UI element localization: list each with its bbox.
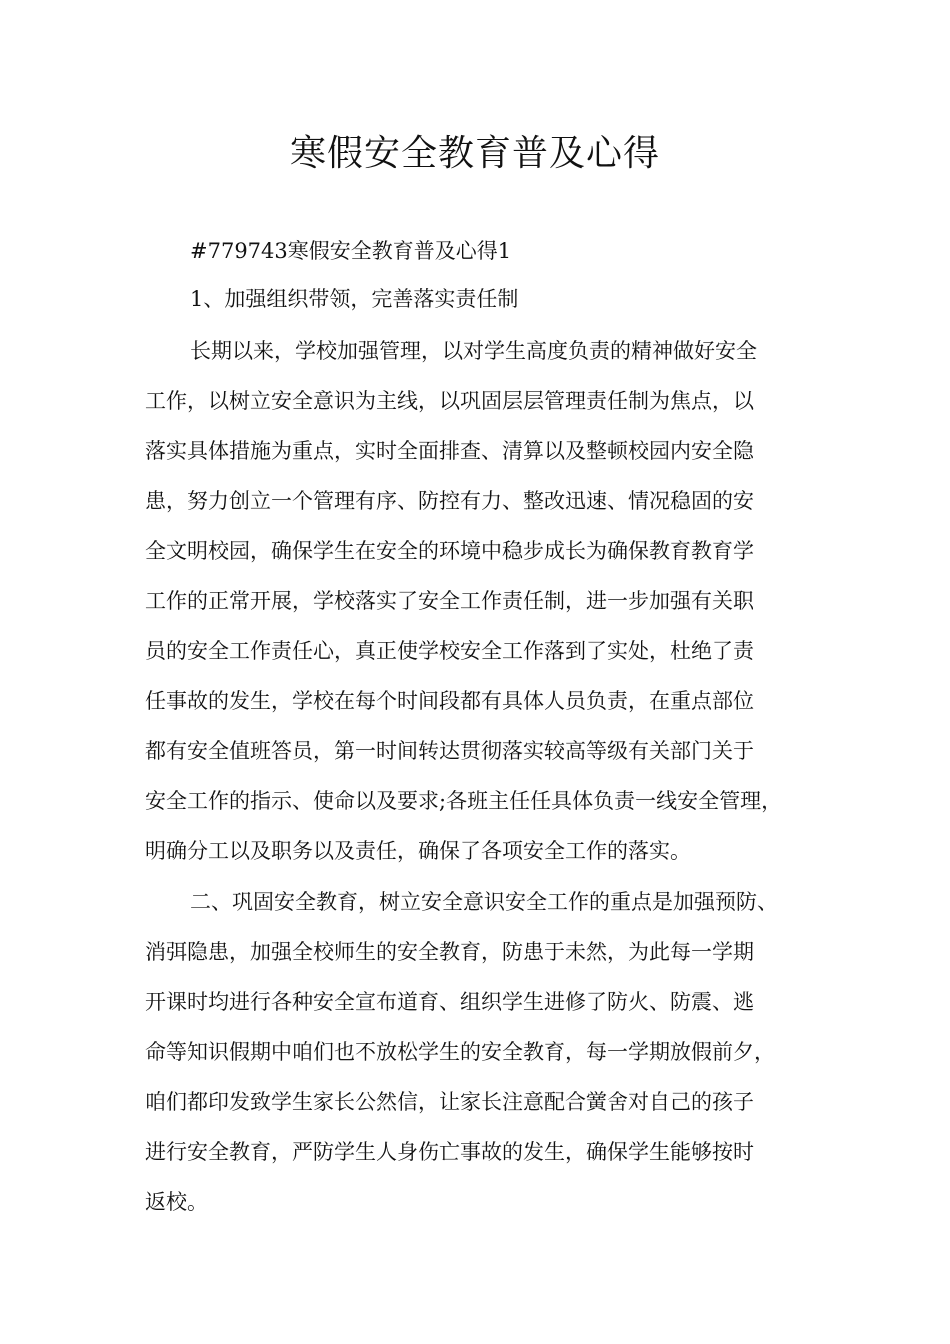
paragraph-line: 工作，以树立安全意识为主线，以巩固层层管理责任制为焦点，以 xyxy=(145,389,754,413)
paragraph-line: 患，努力创立一个管理有序、防控有力、整改迅速、情况稳固的安 xyxy=(145,489,754,513)
paragraph-line: 安全工作的指示、使命以及要求;各班主任任具体负责一线安全管理， xyxy=(145,789,783,813)
paragraph-line: 员的安全工作责任心，真正使学校安全工作落到了实处，杜绝了责 xyxy=(145,639,754,663)
document-subtitle: #779743寒假安全教育普及心得1 xyxy=(190,239,512,263)
paragraph-2 xyxy=(145,877,831,1227)
paragraph-line: 命等知识假期中咱们也不放松学生的安全教育，每一学期放假前夕， xyxy=(145,1040,775,1064)
paragraph-line: 任事故的发生，学校在每个时间段都有具体人员负责，在重点部位 xyxy=(145,689,754,713)
document-title: 寒假安全教育普及心得 xyxy=(289,133,660,174)
paragraph-line: 全文明校园，确保学生在安全的环境中稳步成长为确保教育教育学 xyxy=(145,539,754,563)
paragraph-line: 明确分工以及职务以及责任，确保了各项安全工作的落实。 xyxy=(145,839,691,863)
paragraph-line: 长期以来，学校加强管理，以对学生高度负责的精神做好安全 xyxy=(190,339,757,363)
paragraph-line: 开课时均进行各种安全宣布道育、组织学生进修了防火、防震、逃 xyxy=(145,990,754,1014)
paragraph-1 xyxy=(145,326,831,876)
paragraph-line: 落实具体措施为重点，实时全面排查、清算以及整顿校园内安全隐 xyxy=(145,439,754,463)
paragraph-line: 二、巩固安全教育，树立安全意识安全工作的重点是加强预防、 xyxy=(190,890,778,914)
paragraph-line: 咱们都印发致学生家长公然信，让家长注意配合黉舍对自己的孩子 xyxy=(145,1090,754,1114)
paragraph-line: 工作的正常开展，学校落实了安全工作责任制，进一步加强有关职 xyxy=(145,589,754,613)
paragraph-line: 返校。 xyxy=(145,1190,208,1214)
paragraph-line: 都有安全值班答员，第一时间转达贯彻落实较高等级有关部门关于 xyxy=(145,739,754,763)
paragraph-line: 消弭隐患，加强全校师生的安全教育，防患于未然，为此每一学期 xyxy=(145,940,754,964)
section-heading: 1、加强组织带领，完善落实责任制 xyxy=(190,287,519,311)
paragraph-line: 进行安全教育，严防学生人身伤亡事故的发生，确保学生能够按时 xyxy=(145,1140,754,1164)
